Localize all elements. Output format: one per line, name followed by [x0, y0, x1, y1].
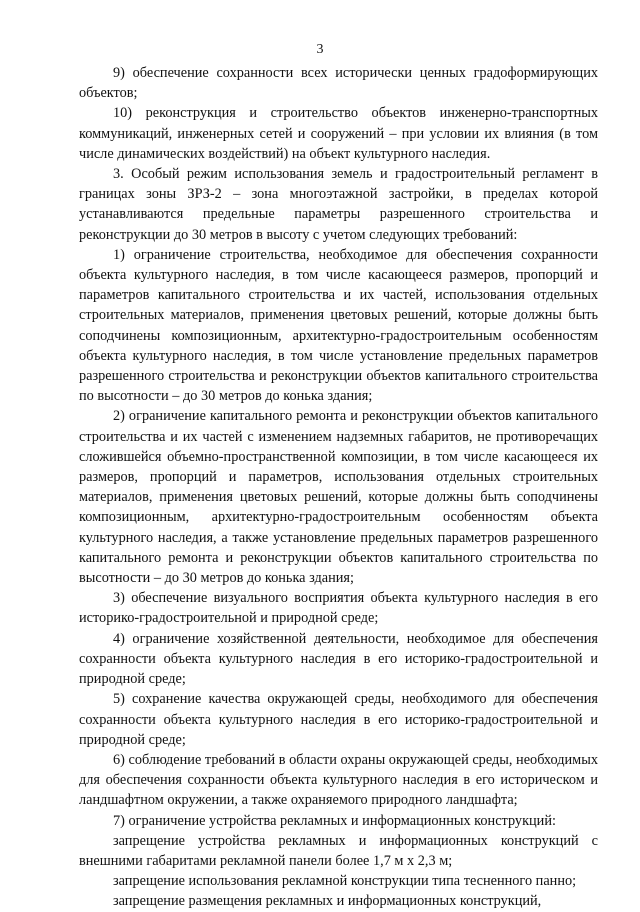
paragraph-prohibition-3: запрещение размещения рекламных и информационных конструкций, [113, 893, 542, 910]
page-number: 3 [316, 42, 324, 57]
paragraph-section-3: 3. Особый режим использования земель и градостроительный регламент в границах зоны ЗРЗ-2 – зона многоэтажной застройки, в пределах которой устанавливаются предельные параметры разрешенного строительства и реконструкции до 30 метров в высоту с учетом следующих требований: [79, 166, 598, 243]
paragraph-requirement-1: 1) ограничение строительства, необходимое для обеспечения сохранности объекта культурного наследия, в том числе касающееся размеров, пропорций и параметров капитального строительства и их частей, использования отдельных строительных материалов, применения цветовых решений, которые должны быть соподчинены композиционным, архитектурно-градостроительным особенностям объекта культурного наследия, в том числе установление предельных параметров разрешенного строительства и реконструкции объектов капитального строительства по высотности – до 30 метров до конька здания; [79, 246, 598, 405]
paragraph-requirement-7: 7) ограничение устройства рекламных и информационных конструкций: [113, 812, 556, 829]
paragraph-item-10: 10) реконструкция и строительство объектов инженерно-транспортных коммуникаций, инженерных сетей и сооружений – при условии их влияния (в том числе динамических воздействий) на объект культурного наследия. [79, 105, 598, 162]
paragraph-item-9: 9) обеспечение сохранности всех исторически ценных градоформирующих объектов; [79, 65, 598, 102]
paragraph-prohibition-1: запрещение устройства рекламных и информационных конструкций с внешними габаритами рекламной панели более 1,7 м x 2,3 м; [79, 832, 598, 869]
paragraph-requirement-6: 6) соблюдение требований в области охраны окружающей среды, необходимых для обеспечения сохранности объекта культурного наследия в его историческом и ландшафтном окружении, а также охраняемого природного ландшафта; [79, 751, 598, 809]
paragraph-requirement-5: 5) сохранение качества окружающей среды, необходимого для обеспечения сохранности объекта культурного наследия в его историко-градостроительной и природной среде; [79, 691, 598, 748]
paragraph-requirement-3: 3) обеспечение визуального восприятия объекта культурного наследия в его историко-градостроительной и природной среде; [79, 590, 598, 627]
paragraph-requirement-4: 4) ограничение хозяйственной деятельности, необходимое для обеспечения сохранности объекта культурного наследия в его историко-градостроительной и природной среде; [79, 630, 598, 688]
document-body [79, 63, 598, 912]
paragraph-requirement-2: 2) ограничение капитального ремонта и реконструкции объектов капитального строительства и их частей с изменением надземных габаритов, не противоречащих сложившейся объемно-пространственной композиции, в том числе касающееся их размеров, пропорций и параметров, использования отдельных строительных материалов, применения цветовых решений, которые должны быть соподчинены композиционным, архитектурно-градостроительным особенностям объекта культурного наследия, а также установление предельных параметров разрешенного капитального ремонта и реконструкции объектов капитального строительства по высотности – до 30 метров до конька здания; [79, 408, 598, 587]
paragraph-prohibition-2: запрещение использования рекламной конструкции типа тесненного панно; [113, 873, 577, 890]
